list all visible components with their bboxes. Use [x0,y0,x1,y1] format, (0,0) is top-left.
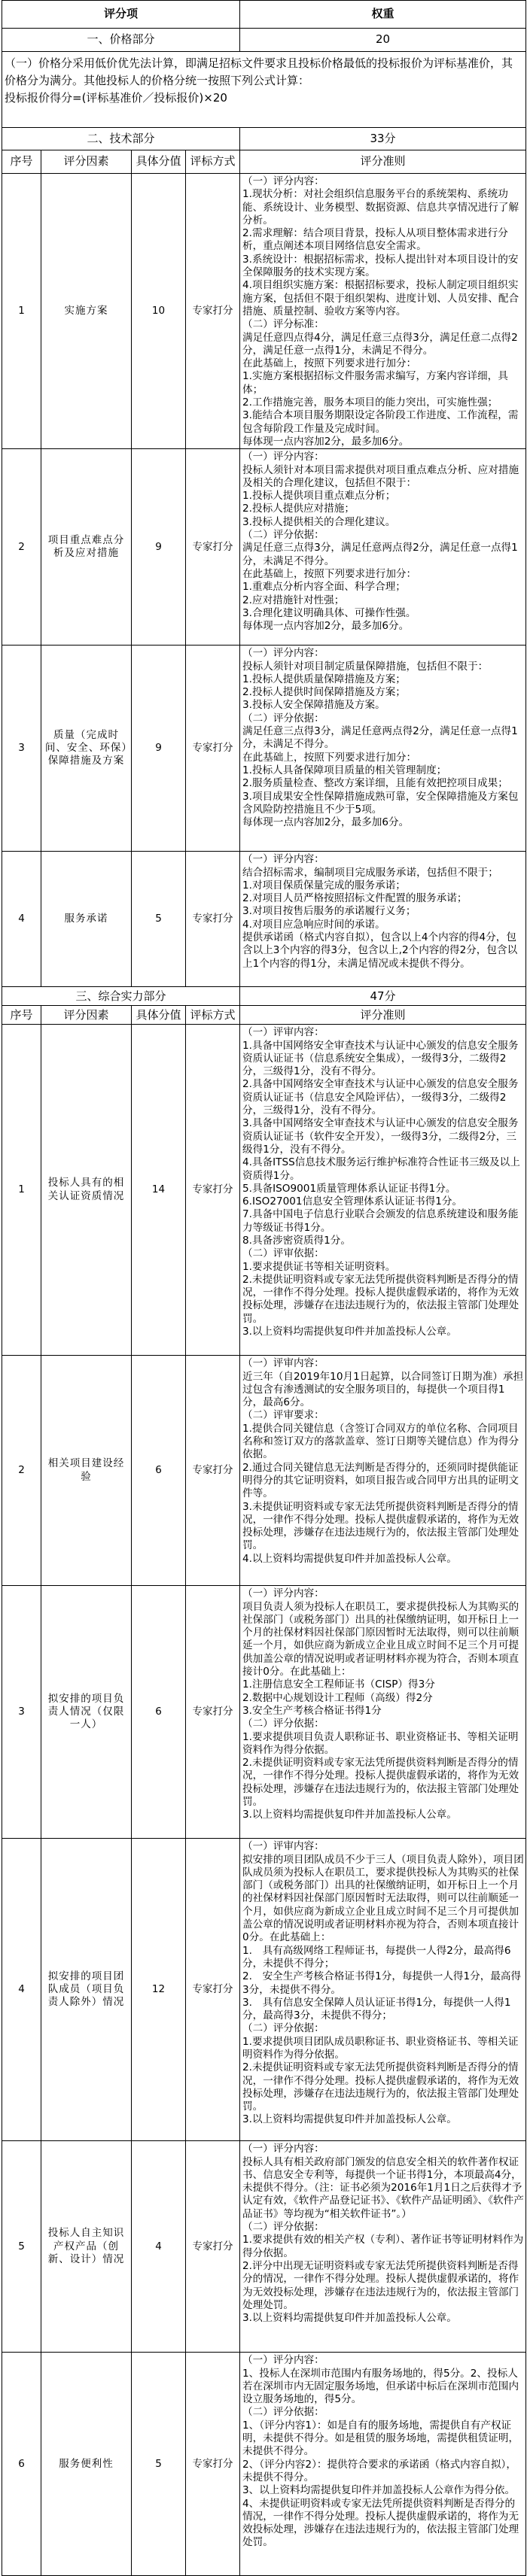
row-factor: 服务便利性 [41,2353,132,2576]
tech-section-title: 二、技术部分 [2,128,240,150]
tech-column-header-row [2,150,526,174]
row-score: 9 [132,646,186,852]
tech-table-row [2,449,526,646]
price-section-weight: 20 [240,29,526,52]
comp-table-row [2,1356,526,1586]
row-score: 9 [132,449,186,646]
row-number: 4 [2,852,41,987]
row-method: 专家打分 [186,1586,240,1839]
row-number: 3 [2,1586,41,1839]
row-criteria: （一）评分内容： 投标人须针对本项目需求提供对项目重点难点分析、应对措施及相关的合理化建议，包括但不限于： 1.投标人提供项目重点难点分析； 2.投标人提供应对措施； 3.投标人提供相关的合理化建议。 （二）评分依据： 满足任意三点得3分，满足任意两点得2分，满足任意一点得1分，未满足不得分。 在此基础上，按照下列要求进行加分： 1.重难点分析内容全面、科学合理； 2.应对措施针对性强； 3.合理化建议明确具体、可操作性强。 每体现一点内容加2分，最多加6分。 [240,449,526,646]
row-number: 3 [2,646,41,852]
comp-section-weight: 47分 [240,987,526,1006]
tech-section-row [2,128,526,150]
tech-table-row [2,852,526,987]
row-factor: 拟安排的项目团队成员（项目负责人除外）情况 [41,1839,132,2141]
row-method: 专家打分 [186,174,240,449]
header-item: 评分项 [2,1,240,29]
row-number: 4 [2,1839,41,2141]
col-score: 具体分值 [132,1006,186,1025]
row-criteria: （一）评分内容： 投标人具有相关政府部门颁发的信息安全相关的软件著作权证书、信息安全专利等，每提供一个证书得1分，本项最高4分，未提供不得分。（注：证书必须为2016年1月1日之后获得才予认定有效，《软件产品登记证书》、《软件产品证明函》、《软件产品证书》等均视为“相关软件证书”。） （二）评分依据： 1.要求提供有效的相关产权（专利）、著作证书等证明材料作为得分依据。 2.评分中出现无证明资料或专家无法凭所提供资料判断是否得分的情况，一律作不得分处理。投标人提供虚假承诺的，将作为无效投标处理，涉嫌存在违法违规行为的，依法报主管部门处理处罚。 3.以上资料均需提供复印件并加盖投标人公章。 [240,2141,526,2353]
price-section-title: 一、价格部分 [2,29,240,52]
row-number: 1 [2,174,41,449]
row-factor: 相关项目建设经验 [41,1356,132,1586]
col-criteria: 评分准则 [240,1006,526,1025]
comp-column-header-row [2,1006,526,1025]
price-formula-row [2,52,526,128]
col-score: 具体分值 [132,150,186,174]
price-section-row [2,29,526,52]
row-score: 5 [132,2353,186,2576]
comp-section-title: 三、综合实力部分 [2,987,240,1006]
comp-table-row [2,1586,526,1839]
row-method: 专家打分 [186,1356,240,1586]
row-score: 4 [132,2141,186,2353]
col-factor: 评分因素 [41,150,132,174]
row-factor: 拟安排的项目负责人情况（仅限一人） [41,1586,132,1839]
row-score: 12 [132,1839,186,2141]
col-no: 序号 [2,1006,41,1025]
row-score: 6 [132,1356,186,1586]
row-score: 10 [132,174,186,449]
row-factor: 投标人自主知识产权产品（创新、设计）情况 [41,2141,132,2353]
row-method: 专家打分 [186,2141,240,2353]
comp-table-row [2,2141,526,2353]
row-criteria: （一）评分内容： 结合招标需求，编制项目完成服务承诺，包括但不限于； 1.对项目保质保量完成的服务承诺； 2.对项目人员严格按照招标文件配置的服务承诺； 3.对项目按售后服务的承诺履行义务； 4.对项目应急响应时间的承诺。 提供承诺函（格式内容自拟），包含以上4个内容的得4分，包含以上3个内容的得3分，包含以上,2个内容的得2分，包含以上1个内容的得1分，未满足情况或未提供不得分。 [240,852,526,987]
col-no: 序号 [2,150,41,174]
row-factor: 服务承诺 [41,852,132,987]
row-number: 1 [2,1025,41,1356]
scoring-table [2,0,526,2576]
col-factor: 评分因素 [41,1006,132,1025]
comp-section-row [2,987,526,1006]
row-method: 专家打分 [186,852,240,987]
price-formula-text: （一）价格分采用低价优先法计算，即满足招标文件要求且投标价格最低的投标报价为评标基准价，其价格分为满分。其他投标人的价格分统一按照下列公式计算： 投标报价得分=(评标基准价／投标报价)×20 [2,52,526,128]
row-criteria: （一）评分内容： 项目负责人须为投标人在职员工，要求提供投标人为其购买的社保部门（或税务部门）出具的社保缴纳证明，如开标日上一个月的社保材料因社保部门原因暂时无法取得，则可以往前顺延一个月，如供应商为新成立企业且成立时间不足三个月可提供加盖公章的情况说明或者证明材料亦视为符合，否则本项直接计0分。在此基础上： 1.注册信息安全工程师证书（CISP）得3分 2.数据中心规划设计工程师（高级）得2分 3.安全生产考核合格证书得1分 （二）评分依据： 1.要求提供项目负责人职称证书、职业资格证书、等相关证明资料作为得分依据。 2.未提供证明资料或专家无法凭所提供资料判断是否得分的情况，一律作不得分处理。投标人提供虚假承诺的，将作为无效投标处理，涉嫌存在违法违规行为的，依法报主管部门处理处罚。 3.以上资料均需提供复印件并加盖投标人公章。 [240,1586,526,1839]
row-criteria: （一）评审内容： 1.具备中国网络安全审查技术与认证中心颁发的信息安全服务资质认证证书（信息系统安全集成），一级得3分，二级得2分，三级得1分，没有不得分。 2.具备中国网络安全审查技术与认证中心颁发的信息安全服务资质认证证书（信息安全风险评估），一级得3分，二级得2分，三级得1分，没有不得分。 3.具备中国网络安全审查技术与认证中心颁发的信息安全服务资质认证证书（软件安全开发），一级得3分，二级得2分，三级得1分，没有不得分。 4.具备ITSS信息技术服务运行维护标准符合性证书三级及以上资质得1分。 5.具备ISO9001质量管理体系认证证书得1分。 6.ISO27001信息安全管理体系认证证书得1分。 7.具备中国电子信息行业联合会颁发的信息系统建设和服务能力等级证书得1分。 8.具备涉密资质得1分。 （二）评审依据： 1.要求提供证书等相关证明资料。 2.未提供证明资料或专家无法凭所提供资料判断是否得分的情况，一律作不得分处理。投标人提供虚假承诺的，将作为无效投标处理，涉嫌存在违法违规行为的，依法报主管部门处理处罚。 3.以上资料均需提供复印件并加盖投标人公章。 [240,1025,526,1356]
tech-section-weight: 33分 [240,128,526,150]
col-criteria: 评分准则 [240,150,526,174]
row-factor: 投标人具有的相关认证资质情况 [41,1025,132,1356]
row-method: 专家打分 [186,646,240,852]
row-criteria: （一）评分内容： 1、投标人在深圳市范围内有服务场地的，得5分。2、投标人若在深圳市内无固定服务场地，但承诺中标后在深圳市范围内设立服务场地的，得5分。 （二）评分依据： 1、（评分内容1）：如是自有的服务场地，需提供自有产权证明，未提供不得分。如是租赁的服务场地，需提供租赁证明，未提供不得分。 2、（评分内容2）：提供符合要求的承诺函（格式内容自拟），未提供不得分。 3、以上资料均需提供复印件并加盖投标人公章作为得分依。 4、未提供证明资料或专家无法凭所提供资料判断是否得分的情况，一律作不得分处理。投标人提供虚假承诺的，将作为无效投标处理，涉嫌存在违法违规行为的，依法报主管部门处理处罚。 [240,2353,526,2576]
tech-table-row [2,174,526,449]
row-number: 2 [2,449,41,646]
row-method: 专家打分 [186,1839,240,2141]
col-method: 评标方式 [186,1006,240,1025]
comp-table-row [2,2353,526,2576]
row-factor: 实施方案 [41,174,132,449]
row-criteria: （一）评审内容： 拟安排的项目团队成员不少于三人（项目负责人除外），项目团队成员须为投标人在职员工，要求提供投标人为其购买的社保部门（或税务部门）出具的社保缴纳证明，如开标日上一个月的社保材料因社保部门原因暂时无法取得，则可以往前顺延一个月，如供应商为新成立企业且成立时间不足三个月可提供加盖公章的情况说明或者证明材料亦视为符合，否则本项直接计0分。在此基础上： 1. 具有高级网络工程师证书，每提供一人得2分，最高得6分，未提供不得分； 2. 安全生产考核合格证书得1分，每提供一人得1分，最高得3分，未提供不得分。 3. 具有信息安全保障人员认证证书得1分，每提供一人得1分，最高得3分，未提供不得分； （二）评分依据： 1.要求提供项目团队成员职称证书、职业资格证书、等相关证明资料作为得分依据。 2.未提供证明资料或专家无法凭所提供资料判断是否得分的情况，一律作不得分处理。投标人提供虚假承诺的，将作为无效投标处理，涉嫌存在违法违规行为的，依法报主管部门处理处罚。 3.以上资料均需提供复印件并加盖投标人公章。 [240,1839,526,2141]
row-number: 6 [2,2353,41,2576]
comp-table-row [2,1025,526,1356]
row-criteria: （一）评分内容： 投标人须针对项目制定质量保障措施，包括但不限于： 1.投标人提供质量保障措施及方案； 2.投标人提供时间保障措施及方案； 3.投标人安全保障措施及方案。 （二）评分依据： 满足任意三点得3分，满足任意两点得2分，满足任意一点得1分，未满足不得分。 在此基础上，按照下列要求进行加分： 1.投标人具备保障项目质量的相关管理制度； 2.服务质量检查、整改方案详细，且能有效把控项目成果； 3.项目成果安全性保障措施成熟可靠，安全保障措施及方案包含风险防控措施且不少于5项。 每体现一点内容加2分，最多加6分。 [240,646,526,852]
row-score: 14 [132,1025,186,1356]
row-method: 专家打分 [186,1025,240,1356]
row-score: 6 [132,1586,186,1839]
row-criteria: （一）评审内容： 近三年（自2019年10月1日起算，以合同签订日期为准）承担过包含有渗透测试的安全服务项目的，每提供一个项目得1分，最高6分。 （二）评审要求： 1.提供合同关键信息（含签订合同双方的单位名称、合同项目名称和签订双方的落款盖章、签订日期等关键信息）作为得分依据。 2.通过合同关键信息无法判断是否得分的，还须同时提供能证明得分的其它证明资料，如项目报告或合同甲方出具的证明文件等。 3.未提供证明资料或专家无法凭所提供资料判断是否得分的情况，一律作不得分处理。投标人提供虚假承诺的，将作为无效投标处理，涉嫌存在违法违规行为的，依法报主管部门处理处罚。 4.以上资料均需提供复印件并加盖投标人公章。 [240,1356,526,1586]
row-criteria: （一）评分内容： 1.现状分析：对社会组织信息服务平台的系统架构、系统功能、系统设计、业务模型、数据资源、信息共享情况进行了解分析。 2.需求理解：结合项目背景，投标人从项目整体需求进行分析，重点阐述本项目网络信息安全需求。 3.系统设计：根据招标需求，投标人提出针对本项目设计的安全保障服务的技术实现方案。 4.项目组织实施方案：根据招标要求，投标人制定项目组织实施方案，包括但不限于组织架构、进度计划、人员安排、配合措施、质量控制、验收方案等内容。 （二）评分标准： 满足任意四点得4分，满足任意三点得3分，满足任意二点得2分，满足任意一点得1分，未满足不得分。 在此基础上，按照下列要求进行加分： 1.实施方案根据招标文件服务需求编写，方案内容详细，具体； 2.工作措施完善，服务本项目的能力突出，可实施性强； 3.能结合本项目服务期限设定各阶段工作进度、工作流程，需包含每阶段工作量及完成时间。 每体现一点内容加2分，最多加6分。 [240,174,526,449]
row-method: 专家打分 [186,449,240,646]
header-weight: 权重 [240,1,526,29]
row-number: 2 [2,1356,41,1586]
table-header-row [2,1,526,29]
comp-table-row [2,1839,526,2141]
row-factor: 质量（完成时间、安全、环保）保障措施及方案 [41,646,132,852]
col-method: 评标方式 [186,150,240,174]
row-score: 5 [132,852,186,987]
row-method: 专家打分 [186,2353,240,2576]
row-number: 5 [2,2141,41,2353]
row-factor: 项目重点难点分析及应对措施 [41,449,132,646]
tech-table-row [2,646,526,852]
